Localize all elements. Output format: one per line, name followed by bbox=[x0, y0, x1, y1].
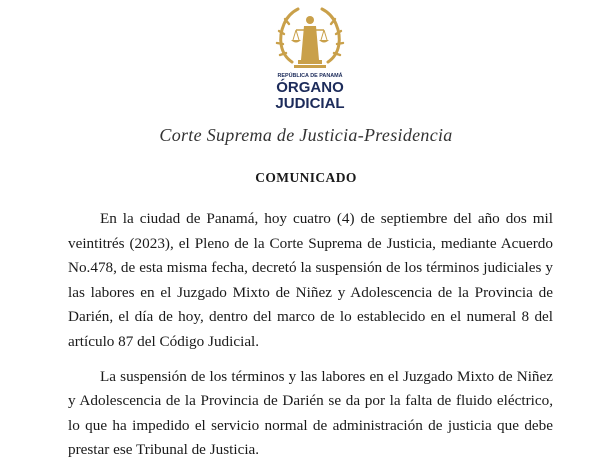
paragraph-1: En la ciudad de Panamá, hoy cuatro (4) de septiembre del año dos mil veintitrés (2023), el Pleno de la Corte Suprema de Justicia, mediante Acuerdo No.478, de esta misma fecha, decretó la suspensión de los términos judiciales y las labores en el Juzgado Mixto de Niñez y Adolescencia de la Provincia de Darién, el día de hoy, dentro del marco de lo establecido en el numeral 8 del artículo 87 del Código Judicial. bbox=[68, 210, 553, 350]
institution-subtitle: Corte Suprema de Justicia-Presidencia bbox=[159, 125, 453, 145]
document-title: COMUNICADO bbox=[255, 170, 357, 185]
paragraph-2: La suspensión de los términos y las labores en el Juzgado Mixto de Niñez y Adolescencia de la Provincia de Darién se da por la falta de fluido eléctrico, lo que ha impedido el servicio normal de administración de justicia que debe prestar ese Tribunal de Justicia. bbox=[68, 367, 553, 459]
logo-republic-text: REPÚBLICA DE PANAMÁ bbox=[277, 73, 343, 79]
logo-line-2: JUDICIAL bbox=[275, 95, 345, 110]
organo-judicial-logo bbox=[270, 4, 350, 110]
justice-emblem-icon bbox=[277, 9, 343, 68]
document-body bbox=[68, 207, 553, 472]
logo-line-1: ÓRGANO bbox=[276, 79, 344, 96]
